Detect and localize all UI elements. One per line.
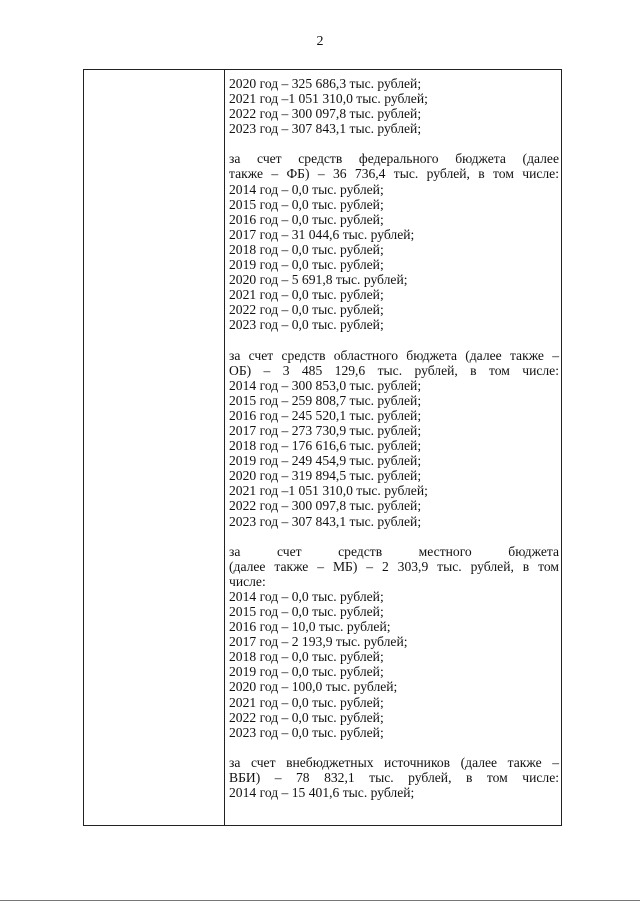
- year-line: 2017 год – 2 193,9 тыс. рублей;: [229, 634, 408, 650]
- year-line: 2021 год – 0,0 тыс. рублей;: [229, 694, 384, 710]
- year-line: 2014 год – 0,0 тыс. рублей;: [229, 588, 384, 604]
- year-line: 2015 год – 0,0 тыс. рублей;: [229, 604, 384, 619]
- year-line: 2022 год – 300 097,8 тыс. рублей;: [229, 106, 422, 122]
- year-line: 2021 год –1 051 310,0 тыс. рублей;: [229, 483, 428, 499]
- block-intro-line: за счет средств местного бюджета: [229, 543, 559, 559]
- year-line: 2018 год – 0,0 тыс. рублей;: [229, 241, 384, 257]
- year-line: 2023 год – 0,0 тыс. рублей;: [229, 317, 384, 333]
- year-line: 2023 год – 0,0 тыс. рублей;: [229, 724, 384, 740]
- funding-block-total-tail: [229, 76, 559, 136]
- year-line: 2023 год – 307 843,1 тыс. рублей;: [229, 121, 422, 137]
- year-line: 2020 год – 325 686,3 тыс. рублей;: [229, 76, 422, 91]
- block-intro-line: за счет средств областного бюджета (далее также –: [229, 347, 559, 363]
- year-line: 2021 год – 0,0 тыс. рублей;: [229, 287, 384, 303]
- block-intro-line: (далее также – МБ) – 2 303,9 тыс. рублей, в том: [229, 558, 559, 574]
- year-line: 2014 год – 300 853,0 тыс. рублей;: [229, 377, 422, 393]
- year-line: 2016 год – 0,0 тыс. рублей;: [229, 211, 384, 227]
- year-line: 2017 год – 31 044,6 тыс. рублей;: [229, 226, 415, 242]
- year-line: 2022 год – 300 097,8 тыс. рублей;: [229, 498, 422, 514]
- table-column-divider: [224, 69, 225, 826]
- block-intro-line: ВБИ) – 78 832,1 тыс. рублей, в том числе:: [229, 769, 559, 785]
- year-line: 2019 год – 0,0 тыс. рублей;: [229, 664, 384, 680]
- year-line: 2020 год – 5 691,8 тыс. рублей;: [229, 272, 408, 288]
- year-line: 2021 год –1 051 310,0 тыс. рублей;: [229, 91, 428, 107]
- year-line: 2014 год – 0,0 тыс. рублей;: [229, 181, 384, 197]
- scan-edge-line: [0, 900, 640, 901]
- funding-block-regional: [229, 348, 559, 529]
- block-intro-line: за счет средств федерального бюджета (далее: [229, 151, 559, 167]
- year-line: 2018 год – 0,0 тыс. рублей;: [229, 649, 384, 665]
- year-line: 2018 год – 176 616,6 тыс. рублей;: [229, 438, 422, 454]
- year-line: 2022 год – 0,0 тыс. рублей;: [229, 709, 384, 725]
- year-line: 2022 год – 0,0 тыс. рублей;: [229, 302, 384, 318]
- block-intro-line: за счет внебюджетных источников (далее также –: [229, 754, 559, 770]
- year-line: 2020 год – 319 894,5 тыс. рублей;: [229, 468, 422, 484]
- year-line: 2019 год – 0,0 тыс. рублей;: [229, 257, 384, 273]
- year-line: 2014 год – 15 401,6 тыс. рублей;: [229, 785, 415, 801]
- year-line: 2020 год – 100,0 тыс. рублей;: [229, 679, 398, 695]
- block-intro-line: ОБ) – 3 485 129,6 тыс. рублей, в том числе:: [229, 362, 559, 378]
- year-line: 2016 год – 245 520,1 тыс. рублей;: [229, 407, 422, 423]
- year-line: 2015 год – 259 808,7 тыс. рублей;: [229, 392, 422, 408]
- funding-block-extrabudgetary: [229, 755, 559, 800]
- funding-text-cell: [229, 76, 559, 800]
- year-line: 2017 год – 273 730,9 тыс. рублей;: [229, 422, 422, 438]
- funding-block-federal: [229, 151, 559, 332]
- year-line: 2023 год – 307 843,1 тыс. рублей;: [229, 513, 422, 529]
- page-number: 2: [316, 34, 324, 49]
- block-intro-line: также – ФБ) – 36 736,4 тыс. рублей, в том числе:: [229, 166, 559, 182]
- year-line: 2015 год – 0,0 тыс. рублей;: [229, 196, 384, 212]
- year-line: 2019 год – 249 454,9 тыс. рублей;: [229, 453, 422, 469]
- funding-block-local: [229, 544, 559, 740]
- year-line: 2016 год – 10,0 тыс. рублей;: [229, 619, 391, 635]
- block-intro-line: числе:: [229, 573, 266, 589]
